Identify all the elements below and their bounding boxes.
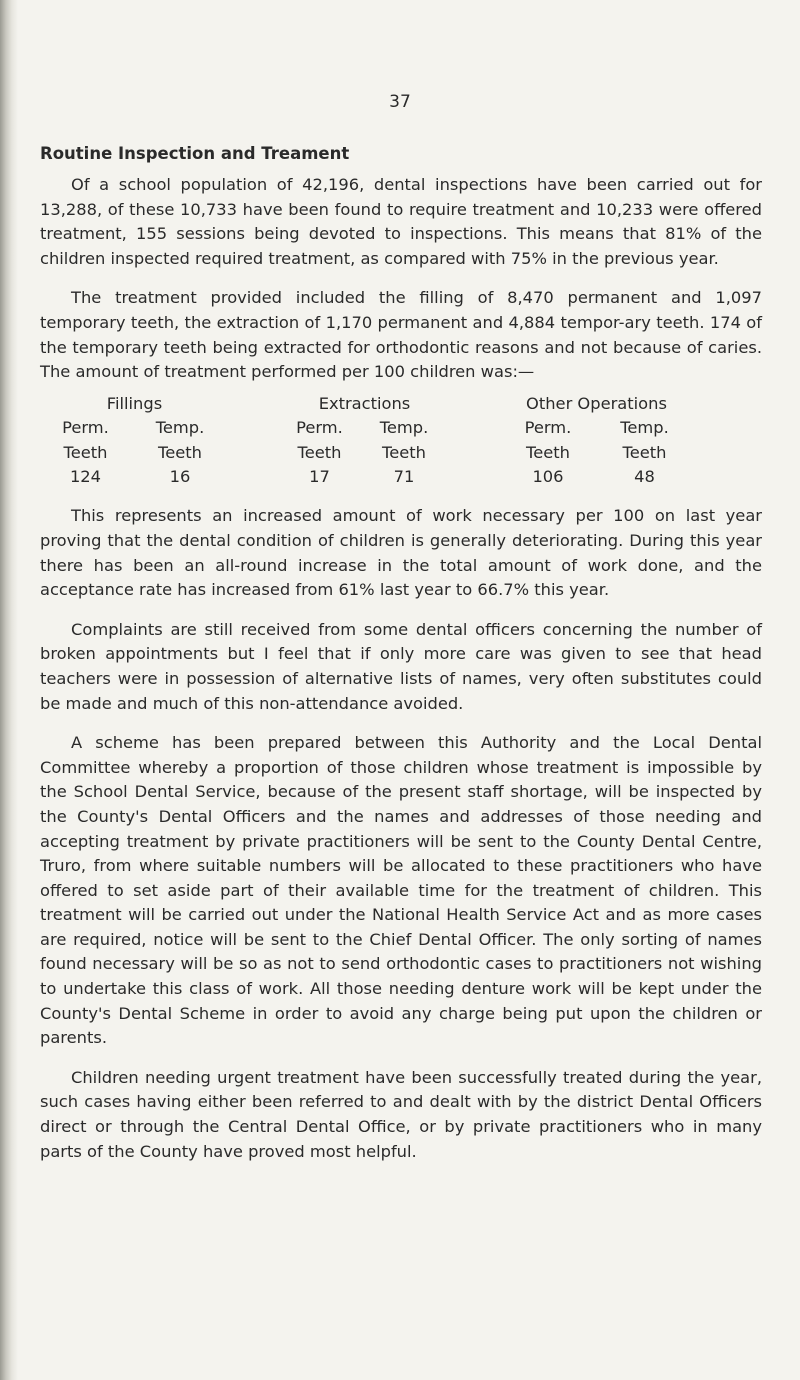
value-extractions-perm: 17 <box>309 466 330 486</box>
subhead-cell: Teeth <box>158 442 202 462</box>
paragraph-inspections: Of a school population of 42,196, dental inspections have been carried out for 13,288, of these 10,733 have been found to require treatment and 10,233 were offered treatment, 155 sessions being devoted to inspections. This means that 81% of the children inspected required treatment, as compared with 75% in the previous year. <box>40 175 762 268</box>
table-group-row <box>40 392 693 416</box>
subhead-cell: Perm. <box>296 418 343 438</box>
table-subhead-row <box>40 441 693 465</box>
subhead-cell: Temp. <box>620 418 669 438</box>
subhead-cell: Teeth <box>526 442 570 462</box>
subhead-cell: Teeth <box>622 442 667 462</box>
subhead-cell: Temp. <box>155 418 205 438</box>
subhead-cell: Teeth <box>63 442 108 462</box>
paragraph-scheme: A scheme has been prepared between this Authority and the Local Dental Committee whereby a proportion of those children whose treatment is impossible by the School Dental Service, because of the present staff shortage, will be inspected by the County's Dental Officers and the names and addresses of those needing and accepting treatment by private practitioners will be sent to the County Dental Centre, Truro, from where suitable numbers will be allocated to these practitioners who have offered to set aside part of their available time for the treatment of children. This treatment will be carried out under the National Health Service Act and as more cases are required, notice will be sent to the Chief Dental Officer. The only sorting of names found necessary will be so as not to send orthodontic cases to practitioners not wishing to undertake this class of work. All those needing denture work will be kept under the County's Dental Scheme in order to avoid any charge being put upon the children or parents. <box>40 733 762 1048</box>
subhead-cell: Temp. <box>379 418 429 438</box>
table-subhead-row <box>40 416 693 440</box>
subhead-cell: Perm. <box>524 418 572 438</box>
group-header-other-operations: Other Operations <box>526 393 667 413</box>
page-number: 37 <box>389 92 411 112</box>
section-heading: Routine Inspection and Treament <box>40 144 350 163</box>
paragraph-urgent-treatment: Children needing urgent treatment have been successfully treated during the year, such cases having either been referred to and dealt with by the district Dental Officers direct or through the Central Dental Office, or by private practitioners who in many parts of the County have proved most helpful. <box>40 1067 762 1161</box>
subhead-cell: Perm. <box>62 418 109 438</box>
table-values-row <box>40 465 693 489</box>
value-fillings-perm: 124 <box>69 466 102 486</box>
group-header-extractions: Extractions <box>318 393 411 413</box>
paragraph-complaints: Complaints are still received from some dental officers concerning the number of broken appointments but I feel that if only more care was given to see that head teachers were in possession of alternative lists of names, very often substitutes could be made and much of this non-attendance avoided. <box>40 619 762 713</box>
value-other-temp: 48 <box>634 466 655 486</box>
page-body <box>40 142 762 1164</box>
page-binding-edge <box>0 0 18 1380</box>
paragraph-treatment-provided: The treatment provided included the filling of 8,470 permanent and 1,097 temporary teeth, the extraction of 1,170 permanent and 4,884 tempor-ary teeth. 174 of the temporary teeth being extracted for orthodontic reasons and not because of caries. The amount of treatment performed per 100 children was:— <box>40 288 762 382</box>
group-header-fillings: Fillings <box>106 393 163 413</box>
subhead-cell: Teeth <box>297 442 342 462</box>
value-other-perm: 106 <box>532 466 564 486</box>
value-extractions-temp: 71 <box>393 466 415 486</box>
paragraph-increased-work: This represents an increased amount of work necessary per 100 on last year proving that the dental condition of children is generally deteriorating. During this year there has been an all-round increase in the total amount of work done, and the acceptance rate has increased from 61% last year to 66.7% this year. <box>40 506 762 600</box>
treatment-per-100-table <box>40 392 693 490</box>
subhead-cell: Teeth <box>382 442 426 462</box>
value-fillings-temp: 16 <box>169 466 191 486</box>
